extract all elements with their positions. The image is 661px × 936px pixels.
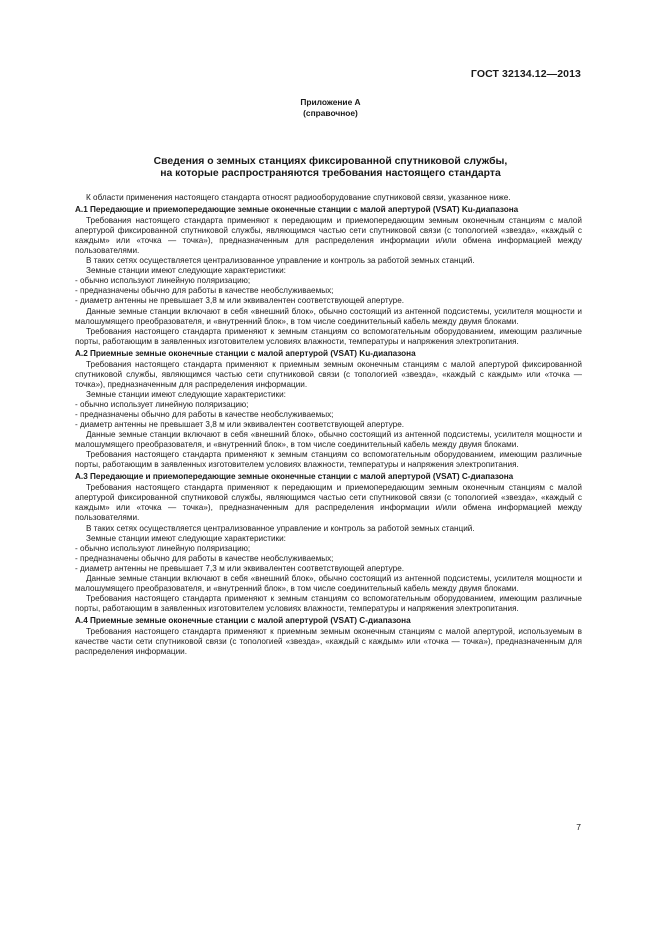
section-a2-paragraph: Требования настоящего стандарта применяют к земным станциям со вспомогательным оборудованием, имеющим различные порты, работающим в заявленных изготовителем условиях влажности, температуры и напряжения электропитания. <box>75 450 582 470</box>
appendix-block <box>0 97 661 119</box>
intro-paragraph: К области применения настоящего стандарта относят радиооборудование спутниковой связи, указанное ниже. <box>86 193 511 202</box>
section-a1-paragraph: В таких сетях осуществляется централизованное управление и контроль за работой земных станций. <box>86 256 475 266</box>
title-line-1: Сведения о земных станциях фиксированной спутниковой службы, <box>153 156 508 167</box>
section-a2-list-item: - обычно использует линейную поляризацию; <box>75 399 249 409</box>
section-a3-list-item: - обычно используют линейную поляризацию; <box>75 543 251 553</box>
section-a3-list-item: - предназначены обычно для работы в качестве необслуживаемых; <box>75 553 334 563</box>
section-a3-paragraph: В таких сетях осуществляется централизованное управление и контроль за работой земных станций. <box>86 523 475 533</box>
document-body <box>75 193 582 657</box>
section-a3-paragraph: Данные земные станции включают в себя «внешний блок», обычно состоящий из антенной подсистемы, усилителя мощности и малошумящего преобразователя, и «внутренний блок», в том числе соединительный кабель между двумя блоками. <box>75 573 582 593</box>
section-a1-paragraph: Требования настоящего стандарта применяют к земным станциям со вспомогательным оборудованием, имеющим различные порты, работающим в заявленных изготовителем условиях влажности, температуры и напряжения электропитания. <box>75 326 582 346</box>
section-a2-paragraph: Данные земные станции включают в себя «внешний блок», обычно состоящий из антенной подсистемы, усилителя мощности и малошумящего преобразователя, и «внутренний блок», в том числе соединительный кабель между двумя блоками. <box>75 430 582 450</box>
appendix-label: Приложение А <box>300 97 361 107</box>
title-line-2: на которые распространяются требования настоящего стандарта <box>160 168 501 179</box>
standard-id-header: ГОСТ 32134.12—2013 <box>470 68 581 80</box>
section-a2-paragraph: Земные станции имеют следующие характеристики: <box>86 389 286 399</box>
document-title <box>0 156 661 180</box>
section-a3-paragraph: Земные станции имеют следующие характеристики: <box>86 533 286 543</box>
appendix-type: (справочное) <box>303 108 358 118</box>
page-number: 7 <box>576 822 581 832</box>
section-a4-heading: А.4 Приемные земные оконечные станции с малой апертурой (VSAT) С-диапазона <box>75 615 411 625</box>
section-a1-list-item: - обычно используют линейную поляризацию; <box>75 276 251 286</box>
section-a4-paragraph: Требования настоящего стандарта применяют к приемным земным оконечным станциям с малой апертурой, используемым в качестве части сети спутниковой связи (с топологией «звезда», «каждый с каждым» или «точка — точка»), предназначенным для распределения информации. <box>75 626 582 657</box>
section-a3-heading: А.3 Передающие и приемопередающие земные оконечные станции с малой апертурой (VSAT) С-диапазона <box>75 472 514 482</box>
section-a1-paragraph: Требования настоящего стандарта применяют к передающим и приемопередающим земным оконечным станциям с малой апертурой фиксированной спутниковой службы, являющимся частью сети спутниковой связи (с топологией «звезда», «каждый с каждым» или «точка — точка»), предназначенным для распределения информации и/или обмена информацией между пользователями. <box>75 216 582 256</box>
section-a3-paragraph: Требования настоящего стандарта применяют к передающим и приемопередающим земным оконечным станциям с малой апертурой фиксированной спутниковой службы, являющимся частью сети спутниковой связи (с топологией «звезда», «каждый с каждым» или «точка — точка»), предназначенным для распределения информации и/или обмена информацией между пользователями. <box>75 483 582 523</box>
section-a1-list-item: - предназначены обычно для работы в качестве необслуживаемых; <box>75 286 334 296</box>
section-a1-heading: А.1 Передающие и приемопередающие земные оконечные станции с малой апертурой (VSAT) Ku-диапазона <box>75 205 519 215</box>
section-a1-paragraph: Данные земные станции включают в себя «внешний блок», обычно состоящий из антенной подсистемы, усилителя мощности и малошумящего преобразователя, и «внутренний блок», в том числе соединительный кабель между двумя блоками. <box>75 306 582 326</box>
section-a3-list-item: - диаметр антенны не превышает 7,3 м или эквивалентен соответствующей апертуре. <box>75 563 405 573</box>
section-a3-paragraph: Требования настоящего стандарта применяют к земным станциям со вспомогательным оборудованием, имеющим различные порты, работающим в заявленных изготовителем условиях влажности, температуры и напряжения электропитания. <box>75 593 582 613</box>
section-a2-list-item: - диаметр антенны не превышает 3,8 м или эквивалентен соответствующей апертуре. <box>75 420 405 430</box>
section-a2-heading: А.2 Приемные земные оконечные станции с малой апертурой (VSAT) Ku-диапазона <box>75 348 416 358</box>
section-a2-paragraph: Требования настоящего стандарта применяют к приемным земным оконечным станциям с малой апертурой фиксированной спутниковой службы, являющимся частью сети спутниковой связи (с топологией «звезда», «каждый с каждым» или «точка — точка»), предназначенным для распределения информации. <box>75 359 582 389</box>
section-a1-paragraph: Земные станции имеют следующие характеристики: <box>86 266 286 276</box>
section-a2-list-item: - предназначены обычно для работы в качестве необслуживаемых; <box>75 409 334 419</box>
section-a1-list-item: - диаметр антенны не превышает 3,8 м или эквивалентен соответствующей апертуре. <box>75 296 405 306</box>
